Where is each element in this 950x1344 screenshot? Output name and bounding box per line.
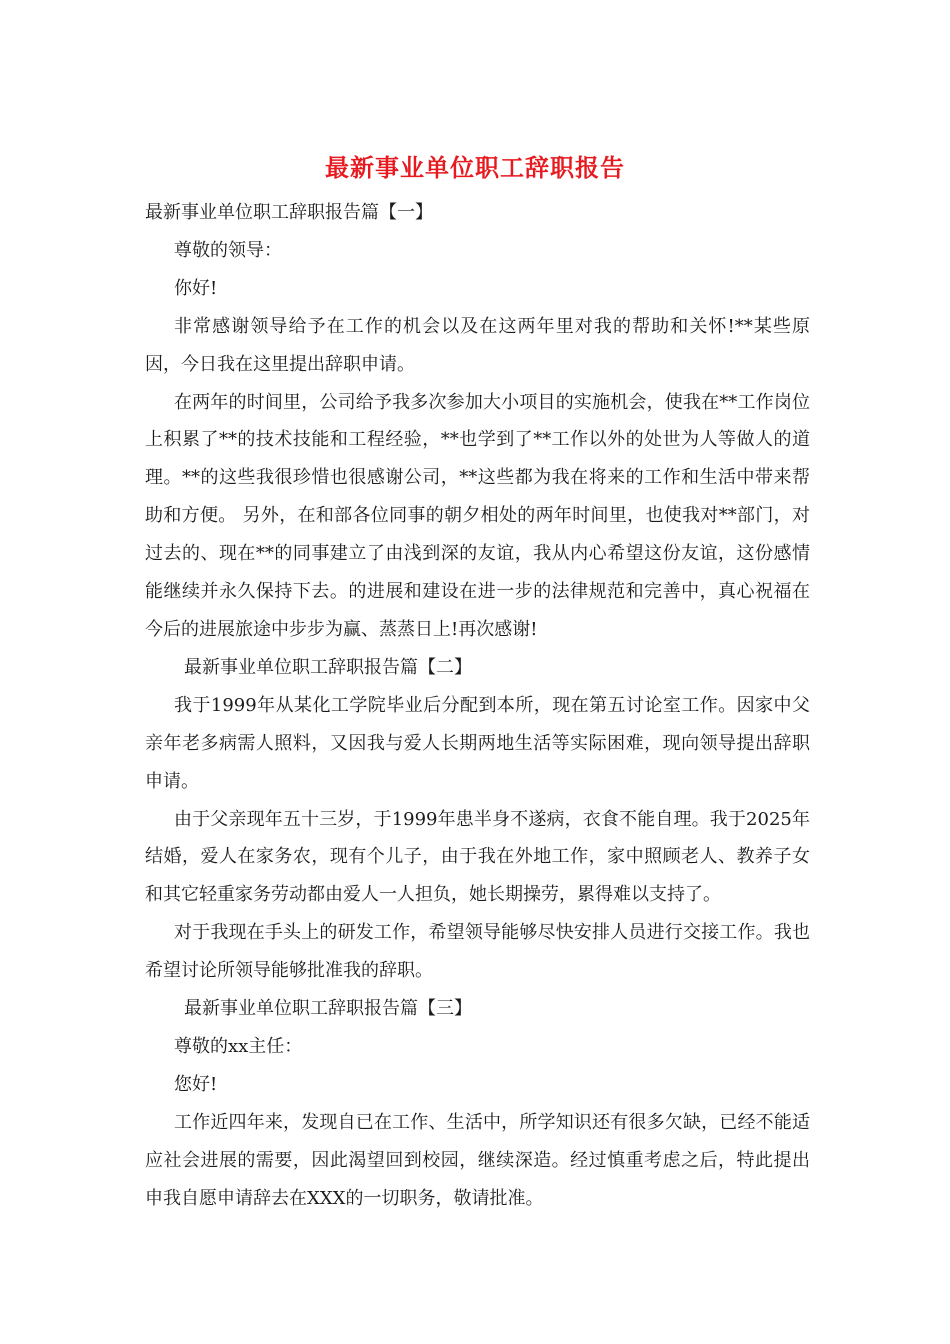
document-title: 最新事业单位职工辞职报告 bbox=[325, 153, 625, 182]
body-paragraph: 在两年的时间里，公司给予我多次参加大小项目的实施机会，使我在**工作岗位上积累了**的技术技能和工程经验，**也学到了**工作以外的处世为人等做人的道理。**的这些我很珍惜也很感谢公司，**这些都为我在将来的工作和生活中带来帮助和方便。 另外，在和部各位同事的朝夕相处的两年时间里，也使我对**部门，对过去的、现在**的同事建立了由浅到深的友谊，我从内心希望这份友谊，这份感情能继续并永久保持下去。的进展和建设在进一步的法律规范和完善中，真心祝福在今后的进展旅途中步步为赢、蒸蒸日上!再次感谢! bbox=[145, 391, 810, 640]
body-paragraph: 工作近四年来，发现自已在工作、生活中，所学知识还有很多欠缺，已经不能适应社会进展的需要，因此渴望回到校园，继续深造。经过慎重考虑之后，特此提出申我自愿申请辞去在XXX的一切职务，敬请批准。 bbox=[145, 1111, 810, 1209]
salutation: 尊敬的领导： bbox=[174, 239, 282, 261]
document-body bbox=[145, 194, 810, 1217]
section-heading-1: 最新事业单位职工辞职报告篇【一】 bbox=[145, 202, 433, 223]
section-heading-2: 最新事业单位职工辞职报告篇【二】 bbox=[184, 656, 472, 678]
body-paragraph: 我于1999年从某化工学院毕业后分配到本所，现在第五讨论室工作。因家中父亲年老多病需人照料，又因我与爱人长期两地生活等实际困难，现向领导提出辞职申请。 bbox=[145, 694, 810, 792]
salutation: 尊敬的xx主任： bbox=[174, 1035, 303, 1057]
greeting: 您好! bbox=[174, 1073, 218, 1095]
greeting: 你好! bbox=[174, 277, 218, 299]
section-heading-3: 最新事业单位职工辞职报告篇【三】 bbox=[184, 998, 472, 1020]
body-paragraph: 对于我现在手头上的研发工作，希望领导能够尽快安排人员进行交接工作。我也希望讨论所领导能够批准我的辞职。 bbox=[145, 922, 810, 982]
body-paragraph: 非常感谢领导给予在工作的机会以及在这两年里对我的帮助和关怀!**某些原因，今日我在这里提出辞职申请。 bbox=[145, 315, 810, 375]
body-paragraph: 由于父亲现年五十三岁，于1999年患半身不遂病，衣食不能自理。我于2025年结婚，爱人在家务农，现有个儿子，由于我在外地工作，家中照顾老人、教养子女和其它轻重家务劳动都由爱人一人担负，她长期操劳，累得难以支持了。 bbox=[145, 808, 810, 906]
